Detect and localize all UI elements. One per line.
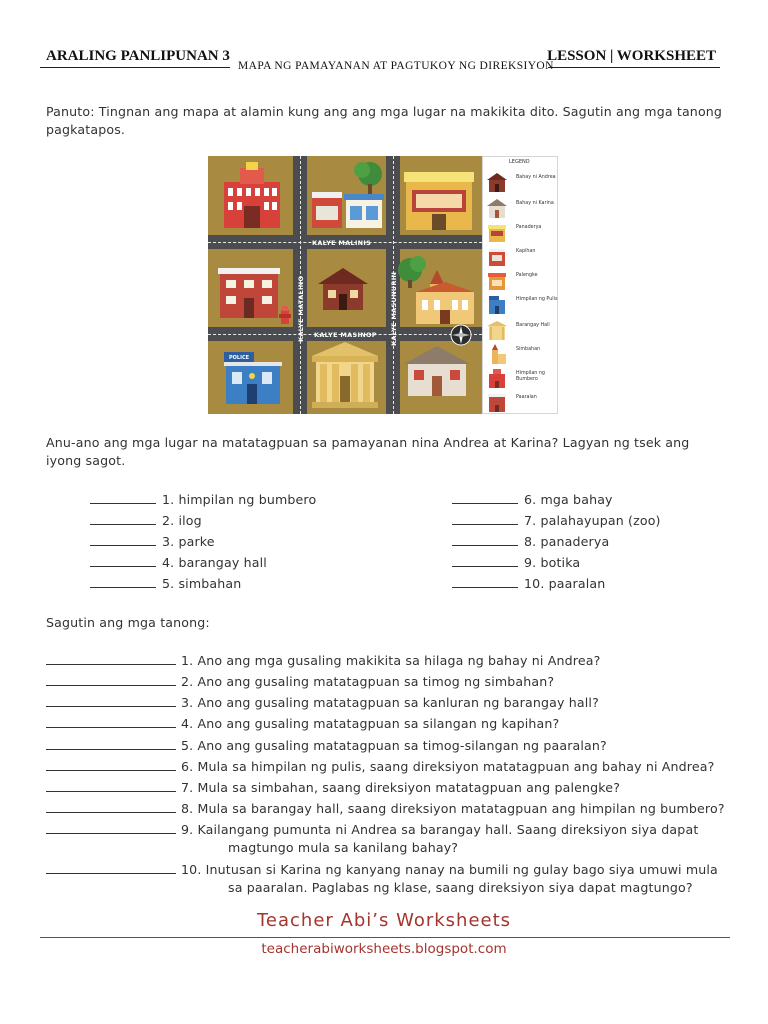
checklist-item	[452, 513, 661, 528]
checklist-item	[452, 492, 613, 507]
white-house-icon	[404, 346, 470, 396]
question-item	[46, 694, 736, 712]
answer-blank[interactable]	[46, 695, 176, 707]
bakery-icon	[404, 172, 474, 230]
legend-label: Paaralan	[516, 395, 537, 400]
legend-item	[486, 391, 558, 413]
answer-blank[interactable]	[452, 492, 518, 504]
footer-rule	[40, 937, 730, 938]
answer-blank[interactable]	[46, 674, 176, 686]
question-text: 1. Ano ang mga gusaling makikita sa hilaga ng bahay ni Andrea?	[181, 653, 601, 668]
question-item	[46, 821, 736, 857]
legend-item	[486, 171, 558, 193]
footer-url[interactable]: teacherabiworksheets.blogspot.com	[261, 941, 507, 957]
legend-label: Palengke	[516, 273, 538, 278]
checklist-label: 4. barangay hall	[162, 555, 267, 570]
compass-icon	[450, 324, 472, 346]
document-type: LESSON | WORKSHEET	[547, 48, 716, 64]
white-house-icon	[486, 197, 508, 219]
answer-blank[interactable]	[90, 492, 156, 504]
question-text: 10. Inutusan si Karina ng kanyang nanay na bumili ng gulay bago siya umuwi mula	[181, 862, 718, 877]
legend-item	[486, 269, 558, 291]
legend-label: Himpilan ng Pulis	[516, 297, 558, 302]
street-label-masinop: KALYE MASINOP	[314, 331, 377, 339]
school-icon	[218, 266, 280, 318]
legend-label: Kapihan	[516, 249, 536, 254]
red-house-icon	[486, 171, 508, 193]
question-text: 8. Mula sa barangay hall, saang direksiyon matatagpuan ang himpilan ng bumbero?	[181, 801, 725, 816]
question-text: 4. Ano ang gusaling matatagpuan sa silangan ng kapihan?	[181, 716, 560, 731]
checklist-item	[90, 492, 316, 507]
legend-item	[486, 343, 558, 365]
legend-item	[486, 197, 558, 219]
question-text: 6. Mula sa himpilan ng pulis, saang direksiyon matatagpuan ang bahay ni Andrea?	[181, 759, 715, 774]
checklist-item	[90, 576, 241, 591]
header-rule-left	[40, 67, 230, 68]
answer-blank[interactable]	[46, 759, 176, 771]
legend-label: Panaderya	[516, 225, 542, 230]
bakery-icon	[486, 221, 508, 243]
answer-blank[interactable]	[46, 653, 176, 665]
answer-blank[interactable]	[90, 555, 156, 567]
question-text: 7. Mula sa simbahan, saang direksiyon matatagpuan ang palengke?	[181, 780, 621, 795]
answer-blank[interactable]	[90, 576, 156, 588]
question-text-continued: magtungo mula sa kanilang bahay?	[228, 840, 459, 855]
school-icon	[486, 391, 508, 413]
legend-label: Bahay ni Karina	[516, 201, 554, 206]
community-map	[208, 156, 482, 414]
coffee-shop-icon	[486, 245, 508, 267]
legend-item	[486, 245, 558, 267]
legend-item	[486, 319, 558, 341]
market-icon	[486, 269, 508, 291]
street-label-matalino: KALYE MATALINO	[297, 275, 305, 342]
instructions: Panuto: Tingnan ang mapa at alamin kung ang ang mga lugar na makikita dito. Sagutin ang mga tanong pagkatapos.	[46, 104, 723, 137]
legend-label: Barangay Hall	[516, 323, 550, 328]
fire-hydrant-icon	[278, 306, 292, 326]
question-text: 5. Ano ang gusaling matatagpuan sa timog-silangan ng paaralan?	[181, 738, 607, 753]
subject-title: ARALING PANLIPUNAN 3	[46, 48, 230, 64]
legend-item	[486, 221, 558, 243]
checklist-label: 2. ilog	[162, 513, 202, 528]
police-sign-text: POLICE	[229, 355, 250, 361]
church-icon	[396, 256, 476, 326]
answer-blank[interactable]	[46, 862, 176, 874]
checklist-label: 9. botika	[524, 555, 581, 570]
checklist-label: 3. parke	[162, 534, 215, 549]
red-house-icon	[318, 268, 368, 310]
coffee-shop-icon	[308, 160, 384, 232]
barangay-hall-icon	[312, 342, 378, 408]
police-station-icon	[486, 293, 508, 315]
lesson-topic: MAPA NG PAMAYANAN AT PAGTUKOY NG DIREKSIYON	[238, 60, 554, 72]
checklist-item	[90, 555, 267, 570]
question-item	[46, 652, 736, 670]
checklist-label: 5. simbahan	[162, 576, 242, 591]
answer-blank[interactable]	[452, 534, 518, 546]
legend-item	[486, 293, 558, 315]
fire-station-icon	[486, 367, 508, 389]
checklist-label: 10. paaralan	[524, 576, 606, 591]
question2-intro: Sagutin ang mga tanong:	[46, 615, 210, 630]
answer-blank[interactable]	[452, 555, 518, 567]
police-station-icon	[222, 352, 282, 404]
answer-blank[interactable]	[90, 534, 156, 546]
answer-blank[interactable]	[46, 780, 176, 792]
answer-blank[interactable]	[46, 822, 176, 834]
brand-name: Teacher Abi’s Worksheets	[256, 910, 512, 931]
question-text: 3. Ano ang gusaling matatagpuan sa kanluran ng barangay hall?	[181, 695, 599, 710]
answer-blank[interactable]	[452, 576, 518, 588]
checklist-label: 6. mga bahay	[524, 492, 613, 507]
checklist-label: 1. himpilan ng bumbero	[162, 492, 317, 507]
checklist-item	[452, 576, 605, 591]
checklist-item	[90, 534, 215, 549]
answer-blank[interactable]	[90, 513, 156, 525]
legend-item	[486, 367, 558, 389]
question-item	[46, 758, 736, 776]
legend-title: LEGEND	[509, 159, 530, 165]
question-item	[46, 800, 736, 818]
fire-station-icon	[214, 162, 288, 230]
checklist-item	[452, 555, 580, 570]
checklist-item	[452, 534, 609, 549]
church-icon	[486, 343, 508, 365]
map-legend	[482, 156, 558, 414]
question-text: 9. Kailangang pumunta ni Andrea sa barangay hall. Saang direksiyon siya dapat	[181, 822, 699, 837]
question-item	[46, 673, 736, 691]
question-text: 2. Ano ang gusaling matatagpuan sa timog ng simbahan?	[181, 674, 555, 689]
question-item	[46, 737, 736, 755]
question-item	[46, 861, 736, 897]
street-label-masunurin: KALYE MASUNURIN	[390, 271, 398, 346]
legend-label: Bahay ni Andrea	[516, 175, 556, 180]
question-text-continued: sa paaralan. Paglabas ng klase, saang direksiyon siya dapat magtungo?	[228, 880, 693, 895]
header-rule-right	[548, 67, 720, 68]
checklist-label: 7. palahayupan (zoo)	[524, 513, 661, 528]
barangay-hall-icon	[486, 319, 508, 341]
street-label-malinis: KALYE MALINIS	[312, 239, 372, 247]
legend-label: Himpilan ng Bumbero	[516, 371, 545, 382]
answer-blank[interactable]	[46, 738, 176, 750]
answer-blank[interactable]	[46, 716, 176, 728]
checklist-item	[90, 513, 202, 528]
answer-blank[interactable]	[452, 513, 518, 525]
question1-intro: Anu-ano ang mga lugar na matatagpuan sa pamayanan nina Andrea at Karina? Lagyan ng tsek ang iyong sagot.	[46, 435, 690, 468]
question-item	[46, 715, 736, 733]
checklist-label: 8. panaderya	[524, 534, 610, 549]
legend-label: Simbahan	[516, 347, 541, 352]
question-item	[46, 779, 736, 797]
answer-blank[interactable]	[46, 801, 176, 813]
